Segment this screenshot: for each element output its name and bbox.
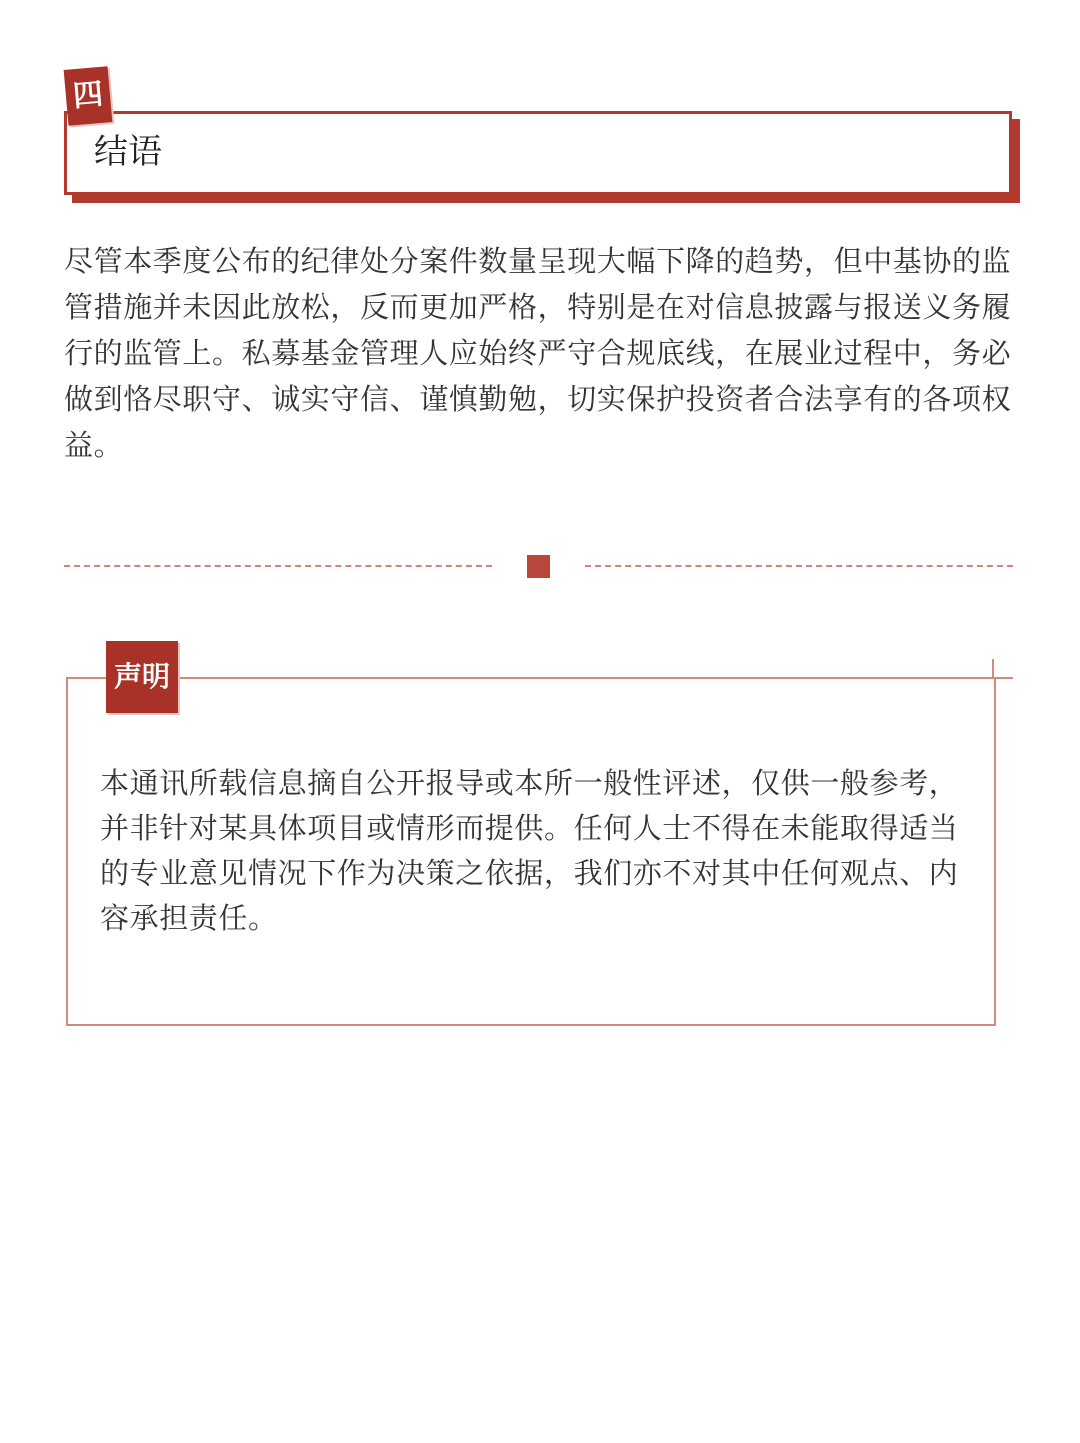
disclaimer-corner-tick [992, 677, 1013, 679]
disclaimer-corner-tick-vertical [992, 659, 994, 679]
divider-square-icon [527, 555, 550, 578]
conclusion-paragraph: 尽管本季度公布的纪律处分案件数量呈现大幅下降的趋势，但中基协的监管措施并未因此放松，反而更加严格，特别是在对信息披露与报送义务履行的监管上。私募基金管理人应始终严守合规底线，在展业过程中，务必做到恪尽职守、诚实守信、谨慎勤勉，切实保护投资者合法享有的各项权益。 [64, 244, 1012, 462]
disclaimer-label-badge: 声明 [106, 641, 178, 713]
heading-box [64, 111, 1012, 195]
divider-left-line [64, 565, 492, 567]
section-number-badge: 四 [64, 66, 113, 126]
divider-right-line [585, 565, 1013, 567]
section-title: 结语 [94, 132, 162, 172]
disclaimer-paragraph: 本通讯所载信息摘自公开报导或本所一般性评述，仅供一般参考，并非针对某具体项目或情形而提供。任何人士不得在未能取得适当的专业意见情况下作为决策之依据，我们亦不对其中任何观点、内容承担责任。 [100, 766, 959, 935]
section-heading [64, 111, 1012, 195]
